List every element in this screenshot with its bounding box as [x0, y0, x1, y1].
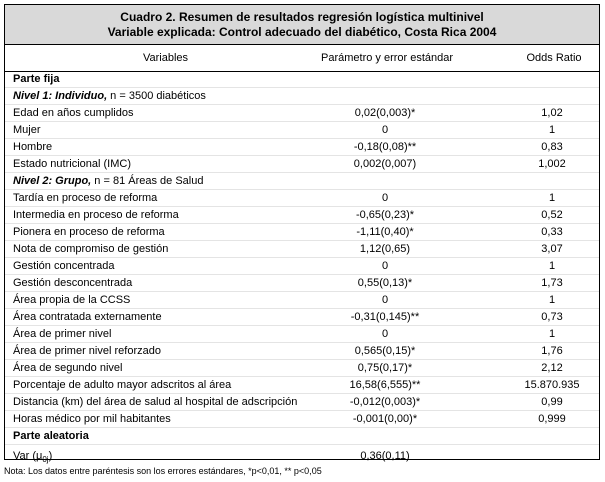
- section-nivel-2: [5, 173, 599, 190]
- row-odds: 0,83: [541, 141, 563, 153]
- table-row: [5, 190, 599, 207]
- row-label: Hombre: [13, 141, 53, 153]
- row-label: Intermedia en proceso de reforma: [13, 209, 179, 221]
- row-label: Var $(\mu_{0j})$: [13, 450, 53, 465]
- row-odds: 1: [548, 328, 556, 340]
- level-1-rows: [5, 105, 599, 173]
- row-param: 0,002(0,007): [353, 158, 417, 170]
- column-header-row: [5, 45, 599, 72]
- title-line-1: Cuadro 2. Resumen de resultados regresión logística multinivel: [120, 10, 484, 24]
- level-2-rows: [5, 190, 599, 428]
- row-odds: 1: [548, 192, 556, 204]
- row-param: 0,55(0,13)*: [357, 277, 413, 289]
- row-param: 0: [381, 294, 389, 306]
- row-param: 0: [381, 260, 389, 272]
- row-odds: 1: [548, 124, 556, 136]
- table-row: [5, 275, 599, 292]
- row-odds: 1: [548, 294, 556, 306]
- nivel-1-label: Nivel 1: Individuo,: [13, 90, 108, 102]
- row-odds: 0,73: [541, 311, 563, 323]
- table-row: [5, 411, 599, 428]
- row-label: Pionera en proceso de reforma: [13, 226, 165, 238]
- row-label: Mujer: [13, 124, 41, 136]
- row-label: Área de segundo nivel: [13, 362, 123, 374]
- row-odds: 0,52: [541, 209, 563, 221]
- table-body: [5, 71, 599, 466]
- results-table: [4, 4, 600, 465]
- nivel-1-detail: n = 3500 diabéticos: [107, 90, 206, 102]
- row-label: Estado nutricional (IMC): [13, 158, 131, 170]
- table-row: [5, 258, 599, 275]
- table-row: [5, 292, 599, 309]
- section-nivel-1: [5, 88, 599, 105]
- row-odds: 0,99: [541, 396, 563, 408]
- nivel-2-detail: n = 81 Áreas de Salud: [91, 175, 204, 187]
- row-param: 0: [381, 124, 389, 136]
- row-label: Distancia (km) del área de salud al hospital de adscripción: [13, 396, 298, 408]
- row-param: 0: [381, 192, 389, 204]
- table-note: Nota: Los datos entre paréntesis son los errores estándares, *p<0,01, ** p<0,05: [4, 466, 322, 476]
- row-param: 16,58(6,555)**: [349, 379, 421, 391]
- section-label: Parte aleatoria: [13, 430, 89, 442]
- table-row: [5, 105, 599, 122]
- section-parte-aleatoria: [5, 428, 599, 445]
- table-row: [5, 207, 599, 224]
- table-row: [5, 309, 599, 326]
- row-label: Porcentaje de adulto mayor adscritos al área: [13, 379, 232, 391]
- row-param: -0,31(0,145)**: [350, 311, 420, 323]
- row-label: Área contratada externamente: [13, 311, 162, 323]
- row-param: 0,565(0,15)*: [354, 345, 416, 357]
- row-label: Gestión concentrada: [13, 260, 115, 272]
- table-title: [5, 5, 599, 45]
- section-parte-fija: [5, 71, 599, 88]
- row-odds: 3,07: [541, 243, 563, 255]
- column-header-parametro: Parámetro y error estándar: [321, 52, 454, 64]
- row-param: 0: [381, 328, 389, 340]
- row-label: Tardía en proceso de reforma: [13, 192, 158, 204]
- row-odds: 0,999: [538, 413, 566, 425]
- row-label: Área propia de la CCSS: [13, 294, 131, 306]
- table-row: [5, 360, 599, 377]
- table-row: [5, 343, 599, 360]
- row-param: -1,11(0,40)*: [356, 226, 414, 238]
- row-odds: 0,33: [541, 226, 563, 238]
- row-param: 0,02(0,003)*: [354, 107, 416, 119]
- row-odds: 1,73: [541, 277, 563, 289]
- row-param: 0,75(0,17)*: [357, 362, 413, 374]
- row-param: 1,12(0,65): [359, 243, 411, 255]
- nivel-2-label: Nivel 2: Grupo,: [13, 175, 92, 187]
- row-odds: 1,002: [538, 158, 566, 170]
- table-row: [5, 326, 599, 343]
- row-odds: 2,12: [541, 362, 563, 374]
- row-param: 0,36(0,11): [360, 450, 410, 462]
- row-param: -0,65(0,23)*: [355, 209, 415, 221]
- row-param: -0,18(0,08)**: [353, 141, 417, 153]
- column-header-odds: Odds Ratio: [526, 52, 582, 64]
- row-label: Área de primer nivel reforzado: [13, 345, 161, 357]
- row-label: Gestión desconcentrada: [13, 277, 133, 289]
- row-param: -0,012(0,003)*: [349, 396, 421, 408]
- row-label: Edad en años cumplidos: [13, 107, 134, 119]
- row-label: Área de primer nivel: [13, 328, 112, 340]
- column-header-variables: Variables: [143, 52, 189, 64]
- row-odds: 1: [548, 260, 556, 272]
- row-odds: 15.870.935: [524, 379, 580, 391]
- table-row: [5, 394, 599, 411]
- row-label: Nota de compromiso de gestión: [13, 243, 169, 255]
- row-odds: 1,76: [541, 345, 563, 357]
- section-label: Parte fija: [13, 73, 60, 85]
- row-odds: 1,02: [541, 107, 563, 119]
- table-row: [5, 139, 599, 156]
- table-row: [5, 224, 599, 241]
- table-row: [5, 377, 599, 394]
- table-row: [5, 156, 599, 173]
- title-line-2: Variable explicada: Control adecuado del diabético, Costa Rica 2004: [107, 25, 497, 39]
- table-row: [5, 122, 599, 139]
- row-param: -0,001(0,00)*: [352, 413, 418, 425]
- table-row-random-variance: [5, 445, 599, 466]
- row-label: Horas médico por mil habitantes: [13, 413, 171, 425]
- table-row: [5, 241, 599, 258]
